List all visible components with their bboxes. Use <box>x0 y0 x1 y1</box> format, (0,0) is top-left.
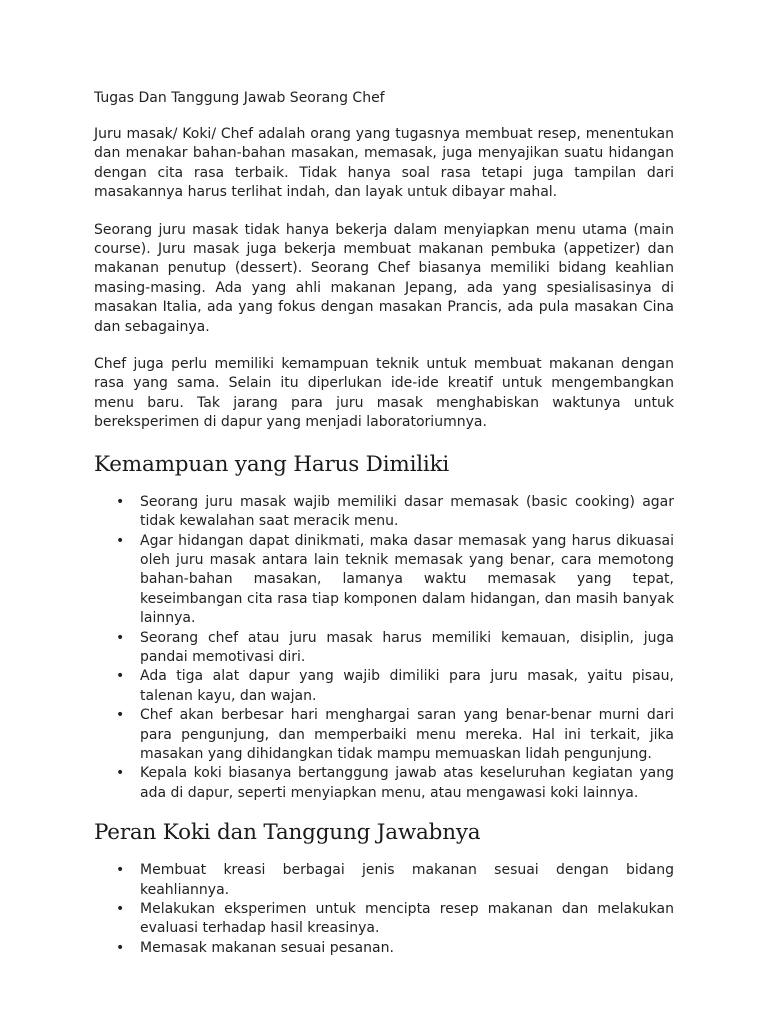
bullet-icon: • <box>116 901 125 917</box>
bullet-icon: • <box>116 493 125 510</box>
list-item <box>94 629 674 668</box>
skills-list <box>94 493 674 804</box>
paragraph-technique: Chef juga perlu memiliki kemampuan teknik untuk membuat makanan dengan rasa yang sama. Selain itu diperlukan ide-ide kreatif untuk mengembangkan menu baru. Tak jarang para juru masak menghabiskan waktunya untuk bereksperimen di dapur yang menjadi laboratoriumnya. <box>94 356 674 431</box>
list-item <box>94 900 674 939</box>
list-item-text: Seorang chef atau juru masak harus memiliki kemauan, disiplin, juga pandai memotivasi diri. <box>140 629 674 665</box>
bullet-icon: • <box>116 532 125 549</box>
list-item-text: Memasak makanan sesuai pesanan. <box>140 939 394 956</box>
section-heading-roles: Peran Koki dan Tanggung Jawabnya <box>94 820 481 846</box>
bullet-icon: • <box>116 765 125 782</box>
list-item <box>94 939 674 958</box>
list-item-text: Membuat kreasi berbagai jenis makanan sesuai dengan bidang keahliannya. <box>140 862 674 898</box>
list-item-text: Chef akan berbesar hari menghargai saran yang benar-benar murni dari para pengunjung, dan memperbaiki menu mereka. Hal ini terkait, jika masakan yang dihidangkan tidak mampu memuaskan lidah pengunjung. <box>140 707 674 762</box>
bullet-icon: • <box>116 629 125 646</box>
list-item <box>94 764 674 803</box>
list-item-text: Ada tiga alat dapur yang wajib dimiliki para juru masak, yaitu pisau, talenan kayu, dan wajan. <box>140 668 674 704</box>
list-item-text: Kepala koki biasanya bertanggung jawab atas keseluruhan kegiatan yang ada di dapur, seperti menyiapkan menu, atau mengawasi koki lainnya. <box>140 765 674 801</box>
list-item-text: Agar hidangan dapat dinikmati, maka dasar memasak yang harus dikuasai oleh juru masak antara lain teknik memasak yang benar, cara memotong bahan-bahan masakan, lamanya waktu memasak yang tepat, keseimbangan cita rasa tiap komponen dalam hidangan, dan masih banyak lainnya. <box>140 532 674 627</box>
document-page <box>94 89 674 974</box>
list-item <box>94 667 674 706</box>
list-item-text: Melakukan eksperimen untuk mencipta resep makanan dan melakukan evaluasi terhadap hasil kreasinya. <box>140 901 674 937</box>
paragraph-intro: Juru masak/ Koki/ Chef adalah orang yang tugasnya membuat resep, menentukan dan menakar bahan-bahan masakan, memasak, juga menyajikan suatu hidangan dengan cita rasa terbaik. Tidak hanya soal rasa tetapi juga tampilan dari masakannya harus terlihat indah, dan layak untuk dibayar mahal. <box>94 126 674 201</box>
bullet-icon: • <box>116 707 125 724</box>
bullet-icon: • <box>116 668 125 685</box>
paragraph-specialization: Seorang juru masak tidak hanya bekerja dalam menyiapkan menu utama (main course). Juru masak juga bekerja membuat makanan pembuka (appetizer) dan makanan penutup (dessert). Seorang Chef biasanya memiliki bidang keahlian masing-masing. Ada yang ahli makanan Jepang, ada yang spesialisasinya di masakan Italia, ada yang fokus dengan masakan Prancis, ada pula masakan Cina dan sebagainya. <box>94 221 674 335</box>
section-heading-skills: Kemampuan yang Harus Dimiliki <box>94 451 450 477</box>
list-item-text: Seorang juru masak wajib memiliki dasar memasak (basic cooking) agar tidak kewalahan saat meracik menu. <box>140 493 674 530</box>
list-item <box>94 706 674 764</box>
list-item <box>94 493 674 532</box>
list-item <box>94 861 674 900</box>
list-item <box>94 532 674 629</box>
bullet-icon: • <box>116 939 125 956</box>
roles-list <box>94 861 674 958</box>
document-title: Tugas Dan Tanggung Jawab Seorang Chef <box>94 90 385 106</box>
bullet-icon: • <box>116 862 125 879</box>
